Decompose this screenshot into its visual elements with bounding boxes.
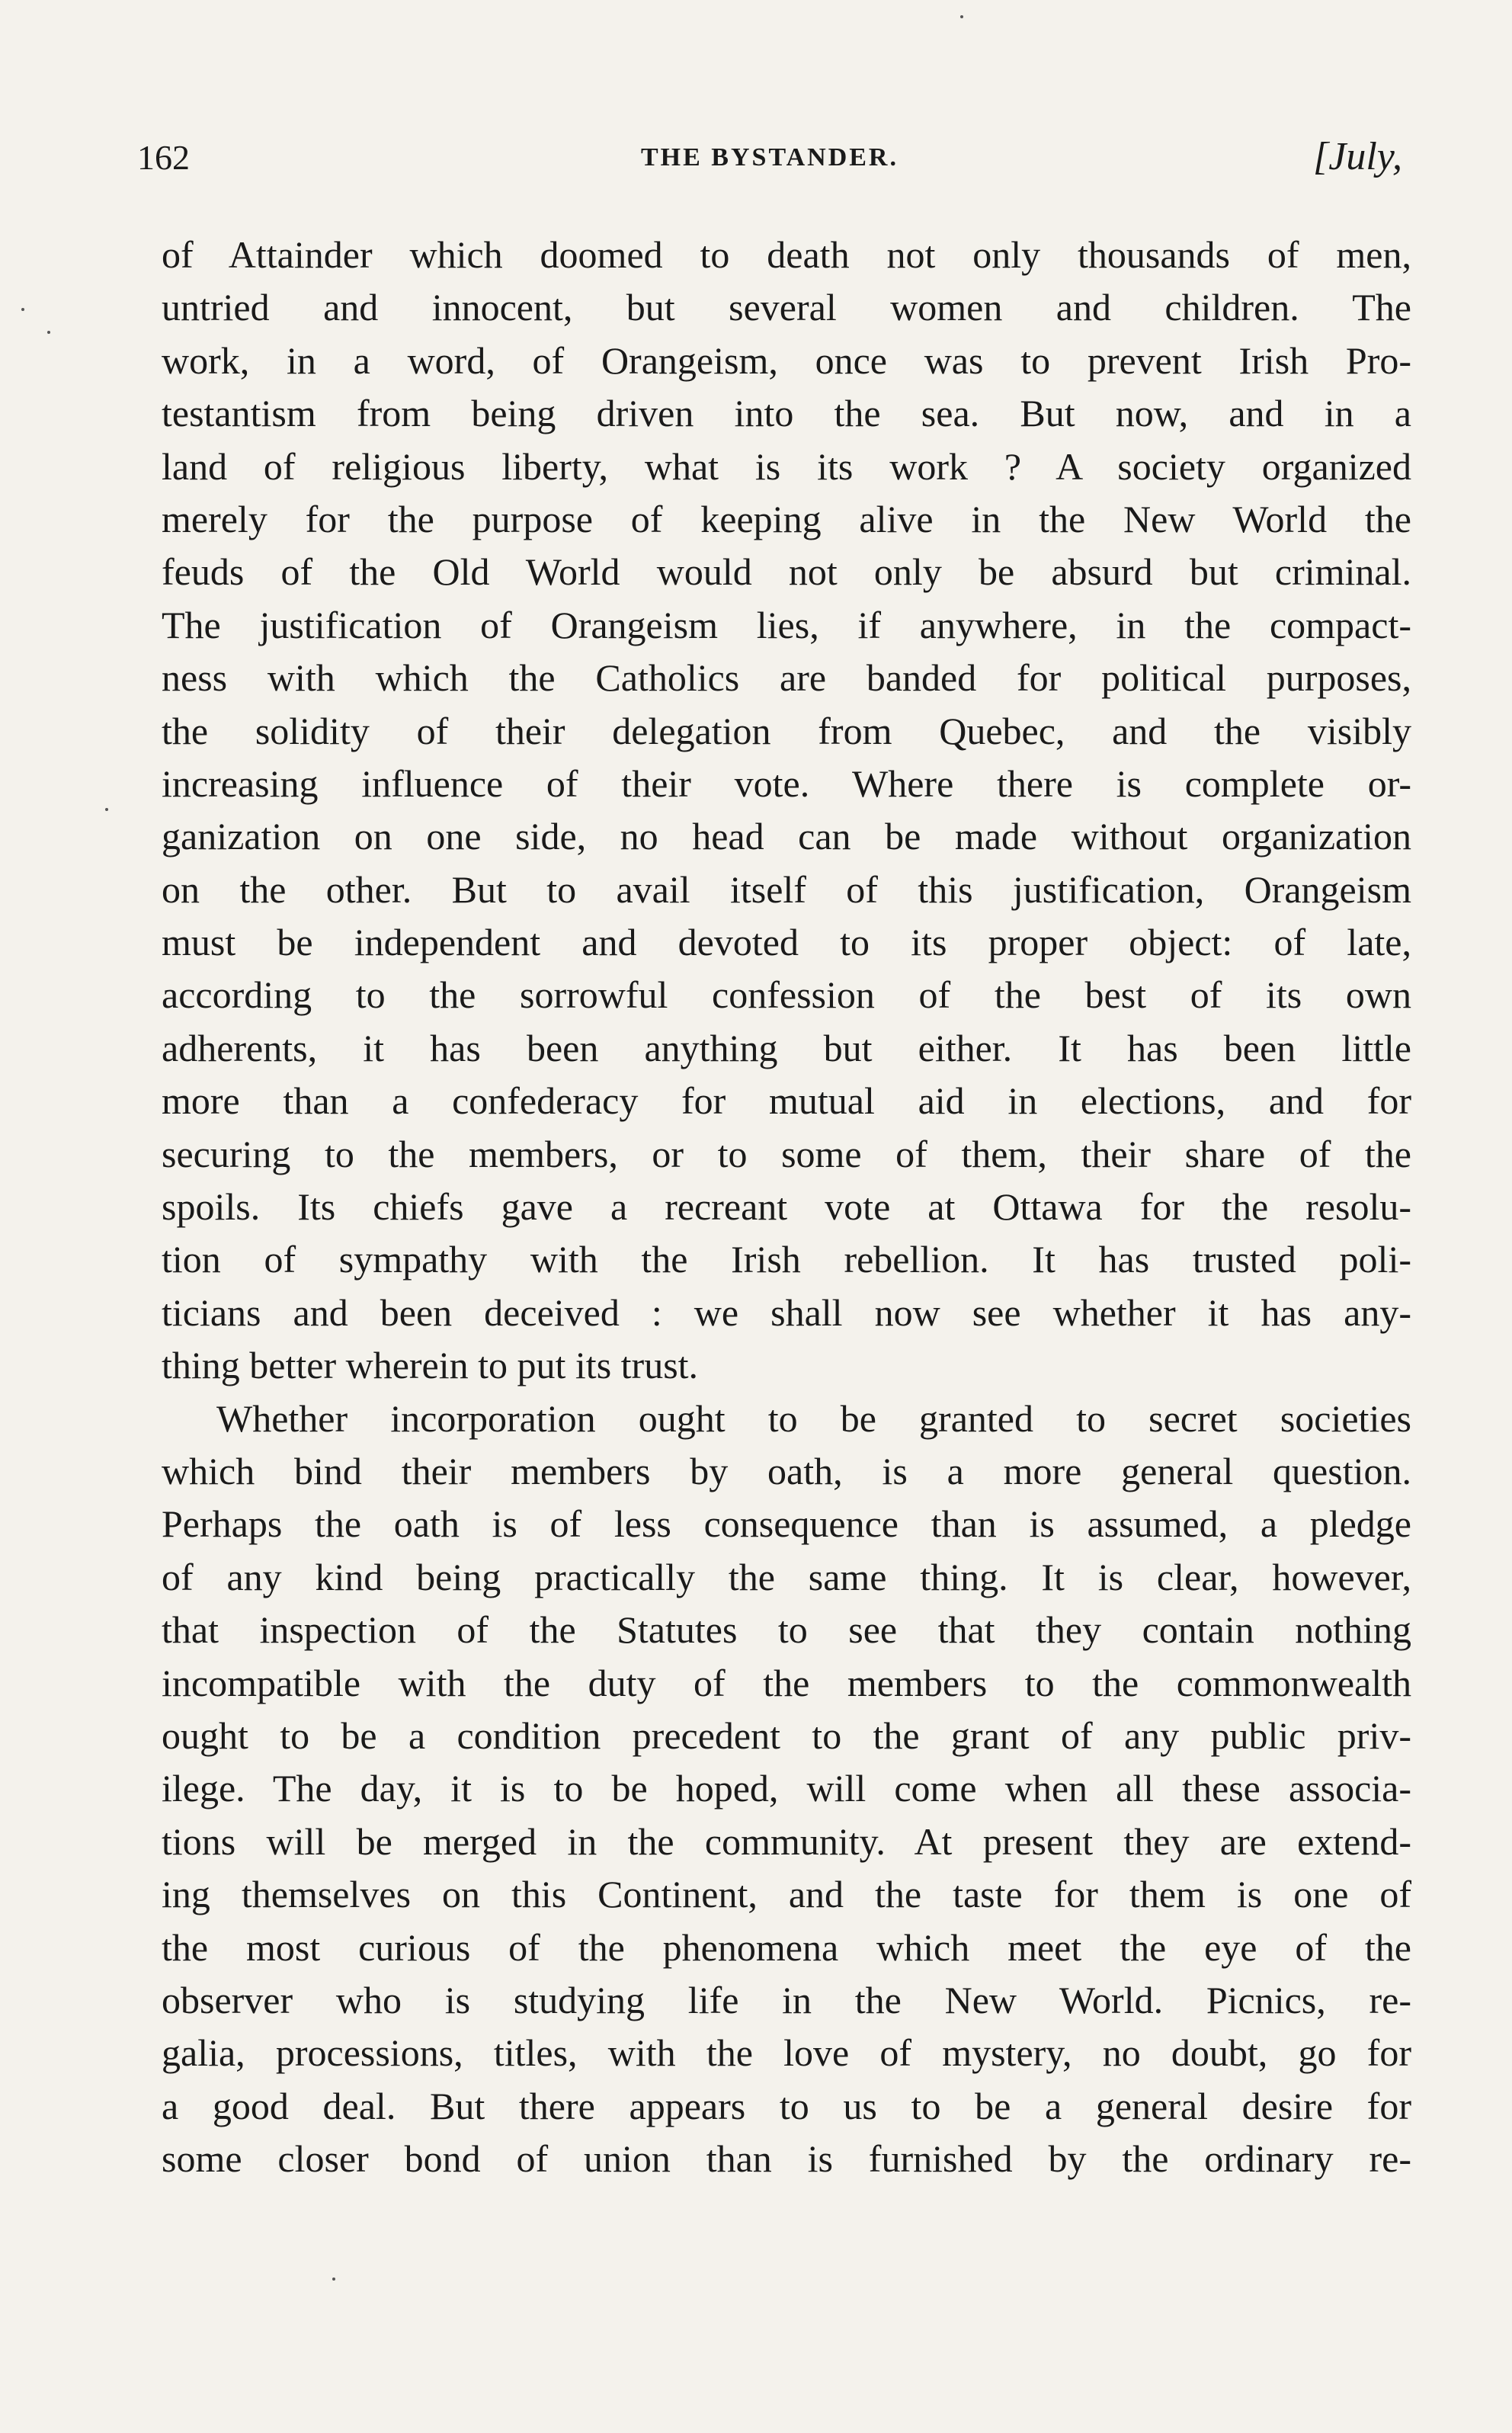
text-line: on the other. But to avail itself of this justification, Orangeism bbox=[162, 867, 1411, 911]
text-line: Whether incorporation ought to be granted to secret societies bbox=[216, 1396, 1411, 1440]
page-number: 162 bbox=[137, 138, 190, 177]
scan-speck bbox=[47, 331, 50, 334]
text-line: ought to be a condition precedent to the grant of any public priv- bbox=[162, 1713, 1411, 1757]
text-line: thing better wherein to put its trust. bbox=[162, 1344, 699, 1387]
page-header bbox=[137, 137, 1402, 206]
text-line: adherents, it has been anything but either. It has been little bbox=[162, 1026, 1411, 1069]
text-line: galia, processions, titles, with the love of mystery, no doubt, go for bbox=[162, 2031, 1411, 2075]
issue-month: [July, bbox=[1313, 135, 1402, 178]
text-line: work, in a word, of Orangeism, once was to prevent Irish Pro- bbox=[162, 338, 1411, 382]
text-line: ing themselves on this Continent, and the taste for them is one of bbox=[162, 1873, 1411, 1916]
text-line: ticians and been deceived : we shall now see whether it has any- bbox=[162, 1290, 1411, 1334]
body-text bbox=[162, 229, 1411, 2185]
text-line: of any kind being practically the same thing. It is clear, however, bbox=[162, 1555, 1411, 1598]
text-line: that inspection of the Statutes to see that they contain nothing bbox=[162, 1608, 1411, 1652]
text-line: untried and innocent, but several women and children. The bbox=[162, 286, 1411, 329]
scan-speck bbox=[960, 15, 963, 18]
text-line: observer who is studying life in the New World. Picnics, re- bbox=[162, 1978, 1411, 2021]
text-line: merely for the purpose of keeping alive in the New World the bbox=[162, 497, 1411, 540]
text-line: more than a confederacy for mutual aid in elections, and for bbox=[162, 1079, 1411, 1123]
text-line: Perhaps the oath is of less consequence than is assumed, a pledge bbox=[162, 1502, 1411, 1546]
text-line: feuds of the Old World would not only be absurd but criminal. bbox=[162, 550, 1411, 594]
text-line: tion of sympathy with the Irish rebellion. It has trusted poli- bbox=[162, 1238, 1411, 1281]
text-line: the most curious of the phenomena which meet the eye of the bbox=[162, 1925, 1411, 1969]
text-line: securing to the members, or to some of them, their share of the bbox=[162, 1132, 1411, 1175]
text-line: which bind their members by oath, is a more general question. bbox=[162, 1449, 1411, 1492]
text-line: of Attainder which doomed to death not only thousands of men, bbox=[162, 233, 1411, 276]
text-line: some closer bond of union than is furnished by the ordinary re- bbox=[162, 2137, 1411, 2181]
text-line: ness with which the Catholics are banded for political purposes, bbox=[162, 656, 1411, 700]
text-line: incompatible with the duty of the members to the commonwealth bbox=[162, 1661, 1411, 1704]
paragraph-1 bbox=[162, 229, 1411, 1393]
text-line: The justification of Orangeism lies, if anywhere, in the compact- bbox=[162, 603, 1411, 646]
text-line: according to the sorrowful confession of the best of its own bbox=[162, 973, 1411, 1017]
text-line: spoils. Its chiefs gave a recreant vote at Ottawa for the resolu- bbox=[162, 1185, 1411, 1229]
scan-speck bbox=[21, 308, 24, 311]
paragraph-2 bbox=[162, 1393, 1411, 2186]
text-line: must be independent and devoted to its proper object: of late, bbox=[162, 921, 1411, 964]
text-line: the solidity of their delegation from Quebec, and the visibly bbox=[162, 709, 1411, 752]
text-line: tions will be merged in the community. At present they are extend- bbox=[162, 1819, 1411, 1863]
text-line: testantism from being driven into the sea. But now, and in a bbox=[162, 392, 1411, 435]
text-line: increasing influence of their vote. Where there is complete or- bbox=[162, 761, 1411, 805]
text-line: ganization on one side, no head can be made without organization bbox=[162, 815, 1411, 858]
scan-speck bbox=[332, 2278, 335, 2281]
text-line: a good deal. But there appears to us to be a general desire for bbox=[162, 2084, 1411, 2127]
text-line: ilege. The day, it is to be hoped, will come when all these associa- bbox=[162, 1767, 1411, 1810]
running-title: THE BYSTANDER. bbox=[641, 143, 899, 171]
text-line: land of religious liberty, what is its work ? A society organized bbox=[162, 444, 1411, 488]
scan-speck bbox=[105, 808, 108, 811]
